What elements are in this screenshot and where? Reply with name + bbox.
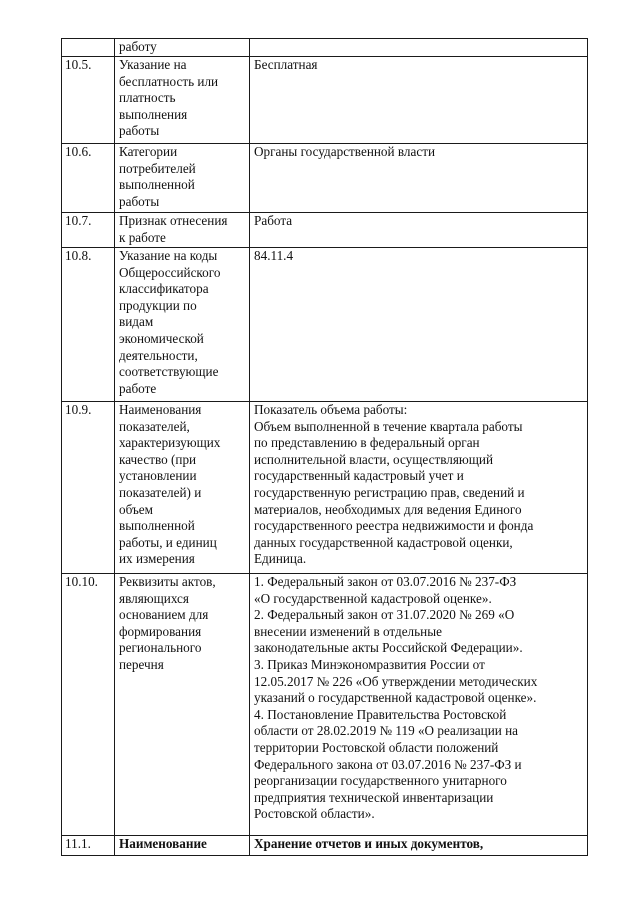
document-table xyxy=(61,38,588,856)
row-number: 10.8. xyxy=(62,248,115,402)
row-value: Показатель объема работы: Объем выполненной в течение квартала работы по представлению в федеральный орган исполнительной власти, осуществляющий государственный кадастровый учет и государственную регистрацию прав, сведений и материалов, необходимых для ведения Единого государственного реестра недвижимости и фонда данных государственной кадастровой оценки, Единица. xyxy=(250,402,588,574)
row-number: 10.6. xyxy=(62,144,115,213)
row-value xyxy=(250,39,588,57)
table-row xyxy=(62,574,588,836)
table-row xyxy=(62,57,588,144)
table-row xyxy=(62,836,588,856)
row-number: 10.7. xyxy=(62,213,115,248)
row-value: Органы государственной власти xyxy=(250,144,588,213)
row-name: Наименование xyxy=(115,836,250,856)
row-name: Признак отнесения к работе xyxy=(115,213,250,248)
table-row xyxy=(62,248,588,402)
row-name: Указание на бесплатность или платность выполнения работы xyxy=(115,57,250,144)
row-value: Работа xyxy=(250,213,588,248)
row-name: Категории потребителей выполненной работы xyxy=(115,144,250,213)
table-row xyxy=(62,213,588,248)
row-name: работу xyxy=(115,39,250,57)
row-value: 1. Федеральный закон от 03.07.2016 № 237-ФЗ «О государственной кадастровой оценке». 2. Федеральный закон от 31.07.2020 № 269 «О внесении изменений в отдельные законодательные акты Российской Федерации». 3. Приказ Минэкономразвития России от 12.05.2017 № 226 «Об утверждении методических указаний о государственной кадастровой оценке». 4. Постановление Правительства Ростовской области от 28.02.2019 № 119 «О реализации на территории Ростовской области положений Федерального закона от 03.07.2016 № 237-ФЗ и реорганизации государственного унитарного предприятия технической инвентаризации Ростовской области». xyxy=(250,574,588,836)
row-number: 10.10. xyxy=(62,574,115,836)
row-value: Бесплатная xyxy=(250,57,588,144)
row-number: 10.9. xyxy=(62,402,115,574)
table-row xyxy=(62,402,588,574)
row-number xyxy=(62,39,115,57)
table-row xyxy=(62,39,588,57)
table-row xyxy=(62,144,588,213)
row-value: 84.11.4 xyxy=(250,248,588,402)
row-number: 10.5. xyxy=(62,57,115,144)
row-name: Указание на коды Общероссийского классификатора продукции по видам экономической деятельности, соответствующие работе xyxy=(115,248,250,402)
row-number: 11.1. xyxy=(62,836,115,856)
row-name: Наименования показателей, характеризующих качество (при установлении показателей) и объем выполненной работы, и единиц их измерения xyxy=(115,402,250,574)
row-value: Хранение отчетов и иных документов, xyxy=(250,836,588,856)
row-name: Реквизиты актов, являющихся основанием для формирования регионального перечня xyxy=(115,574,250,836)
